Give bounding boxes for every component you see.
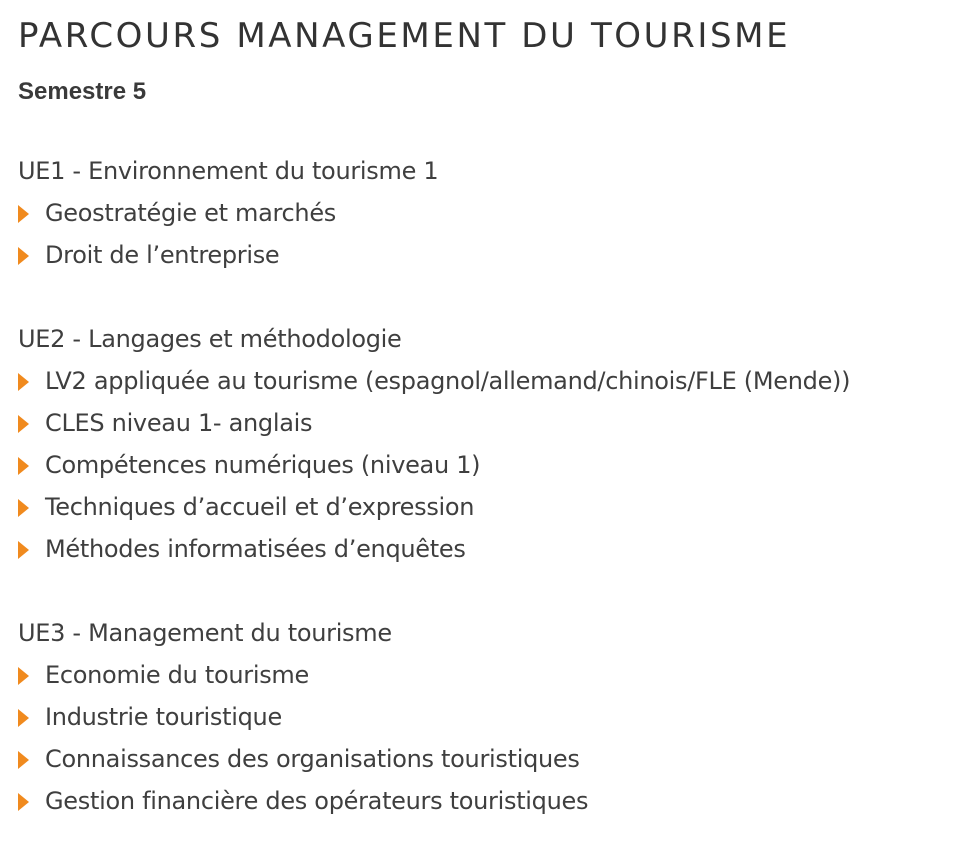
course-label: CLES niveau 1- anglais [45, 409, 313, 437]
caret-right-icon [18, 205, 29, 223]
course-item [18, 402, 963, 444]
ue-title: UE1 - Environnement du tourisme 1 [18, 157, 439, 185]
course-item [18, 486, 963, 528]
course-list [18, 192, 963, 276]
ue-block-1 [18, 150, 963, 276]
ue-title: UE3 - Management du tourisme [18, 619, 392, 647]
caret-right-icon [18, 667, 29, 685]
course-label: Compétences numériques (niveau 1) [45, 451, 481, 479]
course-item [18, 192, 963, 234]
course-item [18, 738, 963, 780]
caret-right-icon [18, 541, 29, 559]
caret-right-icon [18, 709, 29, 727]
course-label: Méthodes informatisées d’enquêtes [45, 535, 466, 563]
course-item [18, 780, 963, 822]
course-item [18, 444, 963, 486]
ue-block-2 [18, 318, 963, 570]
caret-right-icon [18, 499, 29, 517]
caret-right-icon [18, 457, 29, 475]
caret-right-icon [18, 415, 29, 433]
course-label: Techniques d’accueil et d’expression [45, 493, 475, 521]
caret-right-icon [18, 793, 29, 811]
caret-right-icon [18, 373, 29, 391]
course-label: LV2 appliquée au tourisme (espagnol/allemand/chinois/FLE (Mende)) [45, 367, 851, 395]
course-item [18, 234, 963, 276]
semester-heading: Semestre 5 [18, 78, 147, 105]
ue-block-3 [18, 612, 963, 822]
course-label: Industrie touristique [45, 703, 282, 731]
course-label: Economie du tourisme [45, 661, 309, 689]
caret-right-icon [18, 247, 29, 265]
course-label: Gestion financière des opérateurs touristiques [45, 787, 589, 815]
course-item [18, 360, 963, 402]
course-item [18, 528, 963, 570]
course-label: Droit de l’entreprise [45, 241, 280, 269]
caret-right-icon [18, 751, 29, 769]
course-label: Geostratégie et marchés [45, 199, 337, 227]
page-title: PARCOURS MANAGEMENT DU TOURISME [18, 16, 791, 56]
course-item [18, 654, 963, 696]
course-list [18, 360, 963, 570]
course-list [18, 654, 963, 822]
course-label: Connaissances des organisations touristiques [45, 745, 580, 773]
course-item [18, 696, 963, 738]
page-content [18, 0, 963, 822]
ue-title: UE2 - Langages et méthodologie [18, 325, 402, 353]
